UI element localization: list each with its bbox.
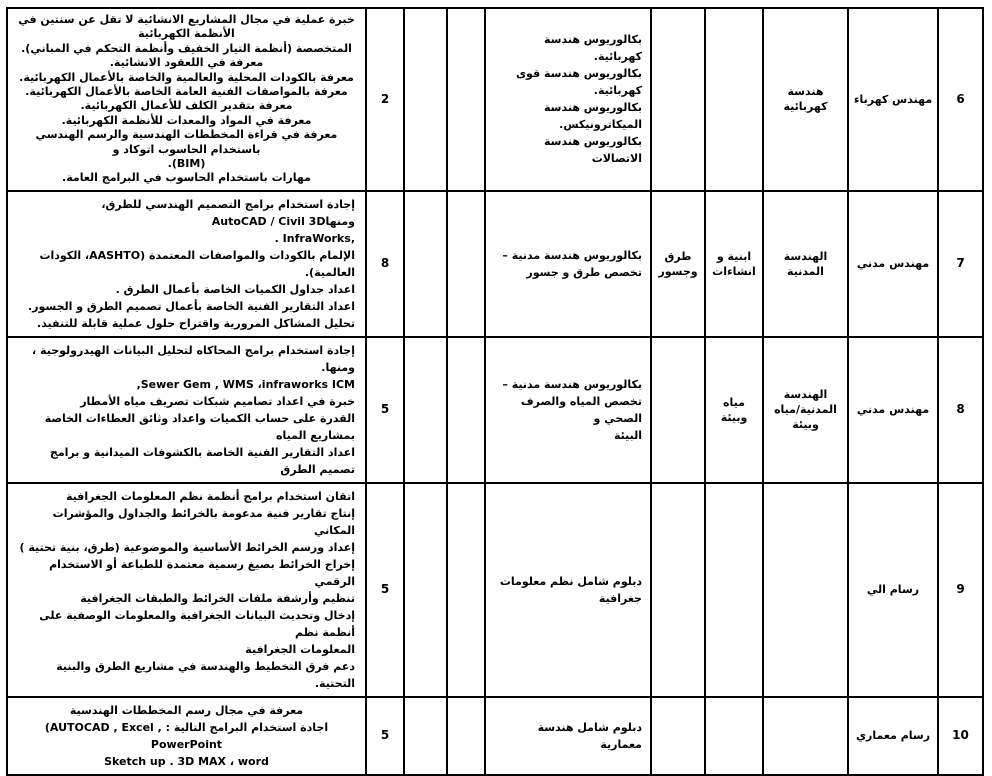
empty-cell — [404, 337, 447, 483]
text-line: معرفة في اللعقود الانشائية. — [109, 56, 264, 70]
text-line: الإلمام بالكودات والمواصفات المعتمدة (AASHTO، الكودات العالمية). — [39, 248, 355, 279]
text-line: Sewer Gem , WMS ،infraworks ICM, — [136, 377, 355, 391]
years-of-experience-cell: 5 — [366, 337, 404, 483]
specialization-cell: هندسة كهربائية — [763, 8, 848, 191]
specialization-cell — [763, 483, 848, 697]
years-of-experience-cell: 5 — [366, 483, 404, 697]
text-line: اعداد التقارير الفنية الخاصة بالكشوفات الميدانية و برامج تصميم الطرق — [49, 445, 355, 476]
text-line: معرفة في مجال رسم المخططات الهندسية — [69, 703, 304, 717]
text-line: معرفة بالكودات المحلية والعالمية والخاصة بالأعمال الكهربائية. — [19, 70, 354, 84]
qualification-cell — [485, 697, 651, 775]
text-line: بكالوريوس هندسة كهربائية. — [543, 33, 642, 64]
text-line: (BIM). — [167, 157, 206, 171]
text-line: تخصص المياه والصرف الصحي و — [520, 394, 642, 425]
job-title-cell: مهندس مدني — [848, 191, 938, 337]
row-number-cell: 8 — [938, 337, 983, 483]
text-line: معرفة في قراءة المخططات الهندسية والرسم الهندسي باستخدام الحاسوب اتوكاد و — [35, 128, 338, 156]
job-title-cell: رسام الي — [848, 483, 938, 697]
subspecialty-cell-a: مياه وبيئة — [705, 337, 763, 483]
experience-requirements-cell — [7, 191, 366, 337]
empty-cell — [404, 697, 447, 775]
specialization-cell — [763, 697, 848, 775]
job-title-cell: مهندس كهرباء — [848, 8, 938, 191]
experience-requirements-cell — [7, 697, 366, 775]
qualification-cell — [485, 191, 651, 337]
text-line: خبرة في اعداد تصاميم شبكات تصريف مياه الأمطار — [80, 394, 355, 408]
text-line: بكالوريوس هندسة — [543, 101, 642, 115]
text-line: معرفة بالمواصفات الفنية العامة الخاصة بالأعمال الكهربائية. — [25, 85, 348, 99]
specialization-cell: الهندسة المدنية/مياه وبيئة — [763, 337, 848, 483]
qualification-cell — [485, 483, 651, 697]
empty-cell — [447, 337, 485, 483]
text-line: إخراج الخرائط بصيغ رسمية معتمدة للطباعة أو الاستخدام الرقمي — [49, 557, 355, 588]
text-line: Sketch up . 3D MAX ، word — [104, 754, 269, 768]
years-of-experience-cell: 8 — [366, 191, 404, 337]
experience-requirements-cell — [7, 8, 366, 191]
subspecialty-cell-a — [705, 8, 763, 191]
text-line: بكالوريوس هندسة مدنية – — [502, 248, 642, 262]
text-line: اعداد التقارير الفنية الخاصة بأعمال تصميم الطرق و الجسور. — [27, 299, 355, 313]
text-line: المعلومات الجغرافية — [245, 642, 355, 656]
empty-cell — [447, 483, 485, 697]
text-line: تحليل المشاكل المرورية واقتراح حلول عملية قابلة للتنفيذ. — [37, 316, 355, 330]
job-title-cell: مهندس مدني — [848, 337, 938, 483]
text-line: بكالوريوس هندسة قوى كهربائية. — [515, 67, 642, 98]
subspecialty-cell-a: ابنية و انشاءات — [705, 191, 763, 337]
row-number-cell: 7 — [938, 191, 983, 337]
table-row — [7, 191, 983, 337]
qualification-cell — [485, 8, 651, 191]
subspecialty-cell-b: طرق وجسور — [651, 191, 705, 337]
text-line: إجادة استخدام برامج التصميم الهندسي للطرق، ومنهاAutoCAD / Civil 3D — [101, 197, 355, 228]
row-number-cell: 9 — [938, 483, 983, 697]
text-line: مهارات باستخدام الحاسوب في البرامج العامة. — [62, 171, 311, 185]
empty-cell — [404, 483, 447, 697]
text-line: المتخصصة (أنظمة التيار الخفيف وأنظمة التحكم في المباني). — [21, 41, 352, 55]
text-line: معرفة في المواد والمعدات للأنظمة الكهربائية. — [61, 113, 312, 127]
text-line: اتقان استخدام برامج أنظمة نظم المعلومات الجغرافية — [65, 489, 355, 503]
text-line: تخصص طرق و جسور — [526, 265, 642, 279]
subspecialty-cell-b — [651, 337, 705, 483]
text-line: القدرة على حساب الكميات واعداد وثائق العطاءات الخاصة بمشاريع المياه — [44, 411, 355, 442]
text-line: دعم فرق التخطيط والهندسة في مشاريع الطرق والبنية التحتية. — [56, 659, 355, 690]
text-line: ,InfraWorks . — [274, 231, 355, 245]
job-title-cell: رسام معماري — [848, 697, 938, 775]
experience-requirements-cell — [7, 483, 366, 697]
job-requirements-table — [6, 7, 984, 776]
subspecialty-cell-b — [651, 697, 705, 775]
text-line: بكالوريوس هندسة مدنية – — [502, 377, 642, 391]
text-line: الميكاترونيكس. — [559, 118, 642, 132]
text-line: جغرافية — [598, 591, 642, 605]
empty-cell — [447, 8, 485, 191]
text-line: خبرة عملية في مجال المشاريع الانشائية لا تقل عن سنتين في الأنظمة الكهربائية — [18, 13, 355, 41]
subspecialty-cell-a — [705, 483, 763, 697]
text-line: البيئة — [613, 428, 642, 442]
subspecialty-cell-b — [651, 8, 705, 191]
text-line: معرفة بتقدير الكلف للأعمال الكهربائية. — [80, 99, 293, 113]
specialization-cell: الهندسة المدنية — [763, 191, 848, 337]
text-line: تنظيم وأرشفة ملفات الخرائط والطبقات الجغرافية — [80, 591, 355, 605]
empty-cell — [404, 191, 447, 337]
table-row — [7, 337, 983, 483]
table-row — [7, 483, 983, 697]
text-line: دبلوم شامل نظم معلومات — [499, 574, 642, 588]
text-line: إدخال وتحديث البيانات الجغرافية والمعلومات الوصفية على أنظمة نظم — [39, 608, 355, 639]
empty-cell — [404, 8, 447, 191]
text-line: اجادة استخدام البرامج التالية : ‎(AUTOCAD , Excel , PowerPoint — [44, 720, 329, 751]
text-line: اعداد جداول الكميات الخاصة بأعمال الطرق . — [115, 282, 355, 296]
table-row — [7, 8, 983, 191]
experience-requirements-cell — [7, 337, 366, 483]
text-line: بكالوريوس هندسة الاتصالات — [543, 135, 642, 166]
subspecialty-cell-a — [705, 697, 763, 775]
years-of-experience-cell: 5 — [366, 697, 404, 775]
empty-cell — [447, 191, 485, 337]
row-number-cell: 10 — [938, 697, 983, 775]
row-number-cell: 6 — [938, 8, 983, 191]
years-of-experience-cell: 2 — [366, 8, 404, 191]
subspecialty-cell-b — [651, 483, 705, 697]
text-line: إعداد ورسم الخرائط الأساسية والموضوعية (طرق، بنية تحتية ) — [19, 540, 355, 554]
table-row — [7, 697, 983, 775]
qualification-cell — [485, 337, 651, 483]
text-line: إجادة استخدام برامج المحاكاه لتحليل البيانات الهيدرولوجية ، ومنها. — [32, 343, 355, 374]
text-line: دبلوم شامل هندسة معمارية — [537, 720, 642, 751]
text-line: إنتاج تقارير فنية مدعومة بالخرائط والجداول والمؤشرات المكاني — [52, 506, 355, 537]
empty-cell — [447, 697, 485, 775]
